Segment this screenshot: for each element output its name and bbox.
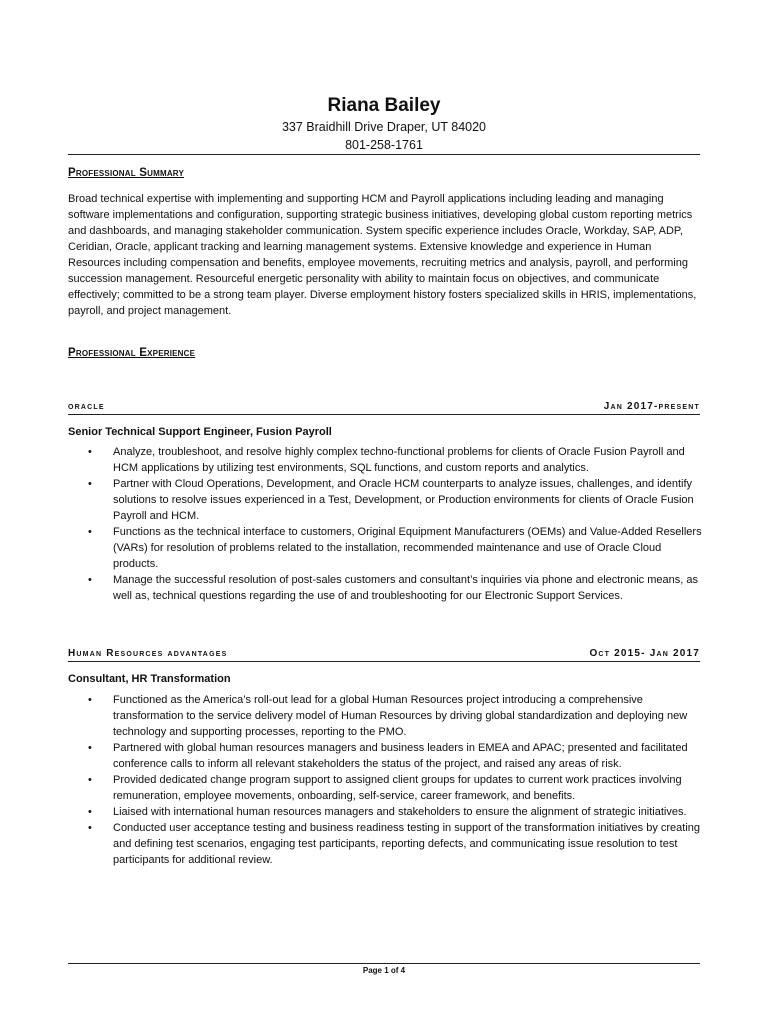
header-divider	[68, 154, 700, 155]
address: 337 Braidhill Drive Draper, UT 84020	[281, 120, 487, 134]
job-duties-list	[68, 692, 702, 868]
list-item: • Functioned as the America’s roll-out lead for a global Human Resources project introducing a comprehensive transformation to the service delivery model of Human Resources by driving global standardization and deploying new technology and supporting processes, reporting to the PMO.	[68, 692, 702, 740]
employment-dates: Oct 2015- Jan 2017	[589, 648, 700, 659]
summary-title: Professional Summary	[68, 167, 185, 179]
employment-dates: Jan 2017-present	[603, 401, 700, 412]
employer-name: oracle	[68, 401, 105, 412]
employer-name: Human Resources advantages	[68, 648, 228, 659]
job-title: Consultant, HR Transformation	[68, 673, 231, 685]
list-item: • Conducted user acceptance testing and business readiness testing in support of the transformation initiatives by creating and defining test scenarios, engaging test participants, reporting defects, and communicating issue resolution to test participants for additional review.	[68, 820, 702, 868]
list-item: • Functions as the technical interface to customers, Original Equipment Manufacturers (OEMs) and Value-Added Resellers (VARs) for resolution of problems related to the installation, recommended maintenance and use of Oracle Cloud products.	[68, 524, 702, 572]
resume-header	[0, 94, 768, 154]
job-title: Senior Technical Support Engineer, Fusion Payroll	[68, 426, 332, 438]
job-duties-list	[68, 444, 702, 604]
experience-title: Professional Experience	[68, 347, 196, 359]
employer-row	[68, 401, 700, 415]
footer-divider	[68, 963, 700, 964]
phone: 801-258-1761	[345, 138, 423, 152]
page-number: Page 1 of 4	[362, 966, 406, 975]
employer-row	[68, 648, 700, 662]
list-item: • Liaised with international human resources managers and stakeholders to ensure the alignment of strategic initiatives.	[68, 804, 702, 820]
list-item: • Manage the successful resolution of post-sales customers and consultant’s inquiries via phone and electronic means, as well as, technical questions regarding the use of and troubleshooting for our Electronic Support Services.	[68, 572, 702, 604]
list-item: • Partnered with global human resources managers and business leaders in EMEA and APAC; presented and facilitated conference calls to inform all relevant stakeholders the status of the project, and raised any areas of risk.	[68, 740, 702, 772]
list-item: • Analyze, troubleshoot, and resolve highly complex techno-functional problems for clients of Oracle Fusion Payroll and HCM applications by utilizing test environments, SQL functions, and custom reports and analytics.	[68, 444, 702, 476]
list-item: • Provided dedicated change program support to assigned client groups for updates to current work practices involving remuneration, employee movements, onboarding, self-service, career framework, and benefits.	[68, 772, 702, 804]
summary-text: Broad technical expertise with implementing and supporting HCM and Payroll applications including leading and managing software implementations and configuration, supporting strategic business initiatives, developing global custom reporting metrics and dashboards, and managing stakeholder communication. System specific experience includes Oracle, Workday, SAP, ADP, Ceridian, Oracle, applicant tracking and learning management systems. Extensive knowledge and experience in Human Resources including compensation and benefits, employee movements, recruiting metrics and analysis, payroll, and performing succession management. Resourceful energetic personality with ability to maintain focus on objectives, and communicate effectively; committed to be a strong team player. Diverse employment history fosters specialized skills in HRIS, implementations, payroll, and project management.	[68, 193, 697, 317]
list-item: • Partner with Cloud Operations, Development, and Oracle HCM counterparts to analyze issues, challenges, and identify solutions to resolve issues experienced in a Test, Development, or Production environments for clients of Oracle Fusion Payroll and HCM.	[68, 476, 702, 524]
candidate-name: Riana Bailey	[327, 95, 441, 116]
